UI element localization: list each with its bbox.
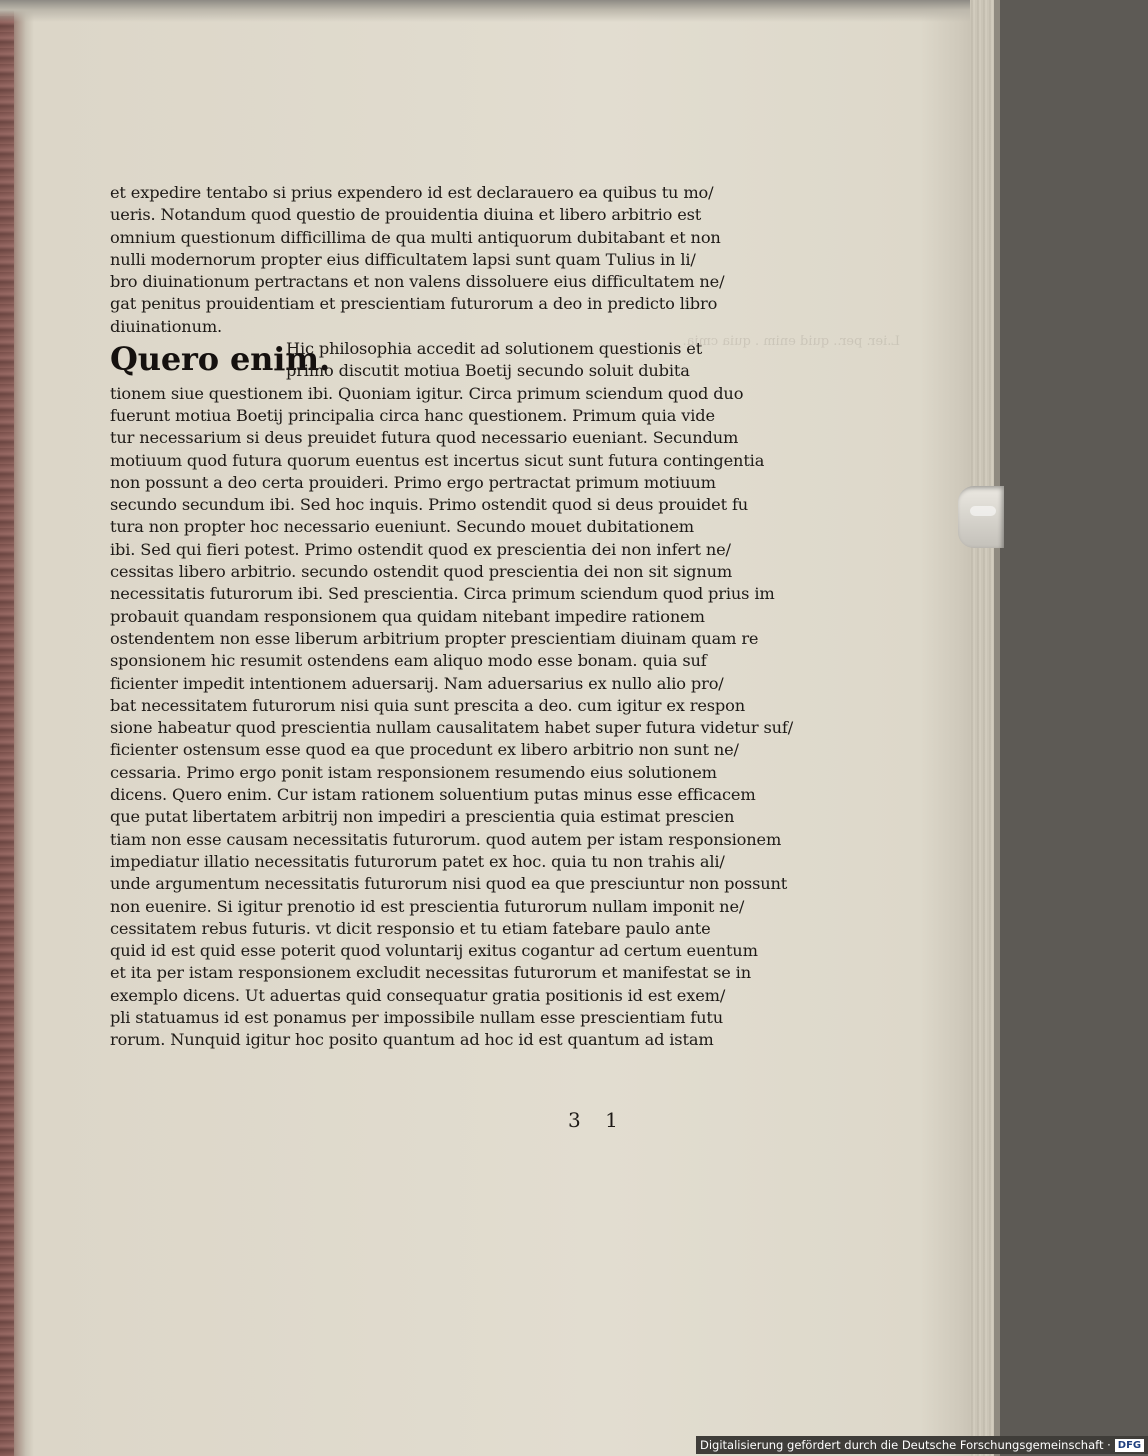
text-line: tionem siue questionem ibi. Quoniam igitur. Circa primum sciendum quod duo: [110, 383, 744, 403]
text-line: ficienter impedit intentionem aduersarij. Nam aduersarius ex nullo alio pro/: [110, 673, 724, 693]
dfg-logo: DFG: [1115, 1439, 1144, 1452]
text-line: fuerunt motiua Boetij principalia circa hanc questionem. Primum quia vide: [110, 405, 715, 425]
text-line: ueris. Notandum quod questio de prouidentia diuina et libero arbitrio est: [110, 205, 702, 225]
text-line: gat penitus prouidentiam et prescientiam futurorum a deo in predicto libro: [110, 294, 718, 314]
text-line: probauit quandam responsionem qua quidam nitebant impedire rationem: [110, 606, 705, 626]
text-line: quid id est quid esse poterit quod voluntarij exitus cogantur ad certum euentum: [110, 941, 758, 961]
text-line: motiuum quod futura quorum euentus est incertus sicut sunt futura contingentia: [110, 450, 765, 470]
text-line: necessitatis futurorum ibi. Sed prescientia. Circa primum sciendum quod prius im: [110, 584, 775, 604]
text-line: que putat libertatem arbitrij non impediri a prescientia quia estimat prescien: [110, 807, 735, 827]
digitization-footer: [696, 1436, 1148, 1454]
bleed-through-text: L.ier. per.. quid enim . quia cmia.: [682, 334, 900, 349]
paragraph-top: [110, 182, 742, 338]
text-line: bro diuinationum pertractans et non valens dissoluere eius difficultatem ne/: [110, 272, 725, 292]
binding-edge: [0, 0, 14, 1456]
text-line: exemplo dicens. Ut aduertas quid consequatur gratia positionis id est exem/: [110, 985, 726, 1005]
text-line: sione habeatur quod prescientia nullam causalitatem habet super futura videtur suf/: [110, 718, 794, 738]
text-line: et expedire tentabo si prius expendero id est declarauero ea quibus tu mo/: [110, 183, 714, 202]
right-shadow: [994, 0, 1000, 1456]
text-line: secundo secundum ibi. Sed hoc inquis. Primo ostendit quod si deus prouidet fu: [110, 495, 749, 515]
signature-mark: 3 1: [568, 1108, 618, 1132]
text-line: omnium questionum difficillima de qua multi antiquorum dubitabant et non: [110, 227, 721, 247]
page-tab-handle: [958, 486, 1004, 548]
section-initial: Quero enim.: [110, 340, 330, 379]
text-line: diuinationum.: [110, 316, 223, 336]
text-line: ficienter ostensum esse quod ea que procedunt ex libero arbitrio non sunt ne/: [110, 740, 739, 760]
text-line: rorum. Nunquid igitur hoc posito quantum ad hoc id est quantum ad istam: [110, 1030, 714, 1050]
gloss-line: primo discutit motiua Boetij secundo soluit dubita: [286, 361, 690, 381]
paragraph-body: [110, 383, 794, 1052]
text-line: sponsionem hic resumit ostendens eam aliquo modo esse bonam. quia suf: [110, 651, 707, 671]
footer-credit: Digitalisierung gefördert durch die Deutsche Forschungsgemeinschaft ·: [700, 1438, 1111, 1452]
section-heading-row: [110, 338, 742, 383]
text-line: tura non propter hoc necessario eueniunt. Secundo mouet dubitationem: [110, 517, 694, 537]
gloss-line: Hic philosophia accedit ad solutionem questionis et: [286, 339, 703, 359]
text-line: tiam non esse causam necessitatis futurorum. quod autem per istam responsionem: [110, 829, 782, 849]
text-line: dicens. Quero enim. Cur istam rationem soluentium putas minus esse efficacem: [110, 785, 756, 805]
text-line: cessaria. Primo ergo ponit istam responsionem resumendo eius solutionem: [110, 762, 717, 782]
text-line: pli statuamus id est ponamus per impossibile nullam esse prescientiam futu: [110, 1007, 724, 1027]
text-line: non possunt a deo certa prouideri. Primo ergo pertractat primum motiuum: [110, 472, 716, 492]
text-line: cessitas libero arbitrio. secundo ostendit quod prescientia dei non sit signum: [110, 562, 733, 582]
text-line: ostendentem non esse liberum arbitrium propter prescientiam diuinam quam re: [110, 628, 759, 648]
text-line: bat necessitatem futurorum nisi quia sunt prescita a deo. cum igitur ex respon: [110, 695, 745, 715]
text-line: nulli modernorum propter eius difficultatem lapsi sunt quam Tulius in li/: [110, 249, 696, 269]
section-gloss: [286, 338, 746, 383]
text-line: ibi. Sed qui fieri potest. Primo ostendit quod ex prescientia dei non infert ne/: [110, 539, 731, 559]
text-line: unde argumentum necessitatis futurorum nisi quod ea que presciuntur non possunt: [110, 874, 788, 894]
text-line: cessitatem rebus futuris. vt dicit responsio et tu etiam fatebare paulo ante: [110, 918, 711, 938]
top-shadow: [0, 0, 1000, 22]
text-line: non euenire. Si igitur prenotio id est prescientia futurorum nullam imponit ne/: [110, 896, 745, 916]
text-line: impediatur illatio necessitatis futurorum patet ex hoc. quia tu non trahis ali/: [110, 851, 725, 871]
text-line: et ita per istam responsionem excludit necessitas futurorum et manifestat se in: [110, 963, 751, 983]
text-line: tur necessarium si deus preuidet futura quod necessario eueniant. Secundum: [110, 428, 739, 448]
